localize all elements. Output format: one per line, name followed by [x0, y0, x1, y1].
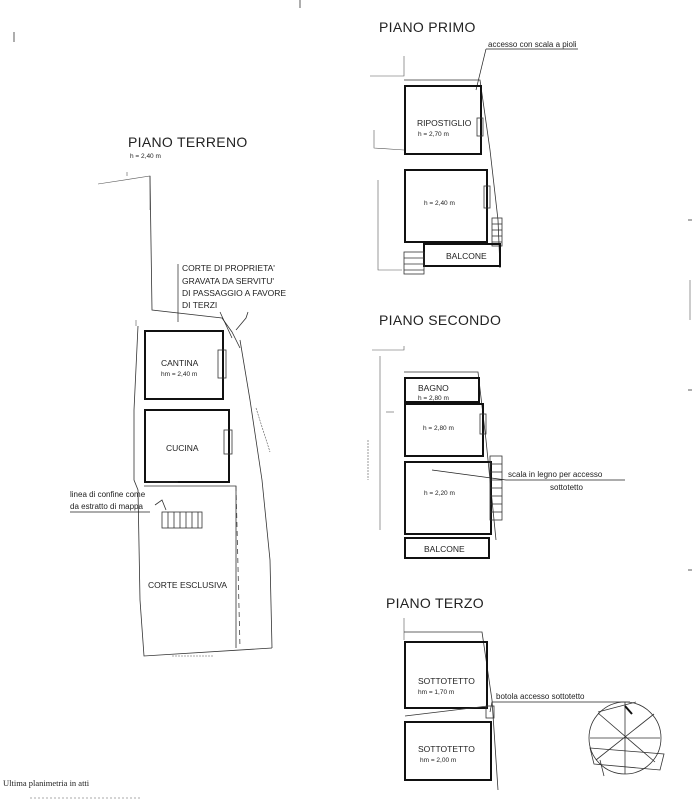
room-label-sottotetto-1: SOTTOTETTO: [418, 676, 475, 686]
room-height-sottotetto-2: hm = 2,00 m: [420, 757, 457, 764]
room-height-ripostiglio: h = 2,70 m: [418, 131, 449, 138]
room-label-corte-esclusiva: CORTE ESCLUSIVA: [148, 580, 228, 590]
floor-title-terzo: PIANO TERZO: [386, 595, 484, 611]
stair-primo: [492, 218, 502, 246]
room-label-balcone-secondo: BALCONE: [424, 544, 465, 554]
room-secondo-3: [405, 462, 491, 534]
room-height-primo-2: h = 2,40 m: [424, 200, 455, 207]
note-scala-pioli: accesso con scala a pioli: [488, 40, 577, 49]
external-stair: [155, 500, 202, 528]
stair-balcone-primo: [404, 252, 424, 274]
compass-rose-icon: [589, 702, 664, 776]
room-label-sottotetto-2: SOTTOTETTO: [418, 744, 475, 754]
floor-title-terreno: PIANO TERRENO: [128, 134, 248, 150]
room-label-cucina: CUCINA: [166, 443, 199, 453]
room-label-cantina: CANTINA: [161, 358, 199, 368]
note-scala-legno: [432, 470, 625, 492]
piano-primo: [370, 19, 578, 274]
svg-text:linea di confine come: linea di confine come: [70, 490, 146, 499]
footer-caption: Ultima planimetria in atti: [3, 778, 90, 788]
room-height-secondo-2: h = 2,80 m: [423, 425, 454, 432]
floor-title-primo: PIANO PRIMO: [379, 19, 476, 35]
svg-text:botola accesso sottotetto: botola accesso sottotetto: [496, 692, 585, 701]
room-label-ripostiglio: RIPOSTIGLIO: [417, 118, 472, 128]
room-label-bagno: BAGNO: [418, 383, 449, 393]
piano-terreno: [70, 134, 286, 656]
svg-text:DI TERZI: DI TERZI: [182, 300, 218, 310]
svg-text:scala in legno per accesso: scala in legno per accesso: [508, 470, 603, 479]
room-sottotetto-1: [405, 642, 487, 708]
scan-marks: [14, 0, 692, 570]
floor-title-secondo: PIANO SECONDO: [379, 312, 502, 328]
svg-text:DI PASSAGGIO A FAVORE: DI PASSAGGIO A FAVORE: [182, 288, 287, 298]
floor-height-terreno: h = 2,40 m: [130, 153, 161, 160]
room-height-bagno: h = 2,80 m: [418, 395, 449, 402]
room-height-secondo-3: h = 2,20 m: [424, 490, 455, 497]
room-height-cantina: hm = 2,40 m: [161, 371, 198, 378]
svg-text:sottotetto: sottotetto: [550, 483, 583, 492]
note-corte-servitu: [178, 263, 286, 338]
svg-text:CORTE DI PROPRIETA': CORTE DI PROPRIETA': [182, 263, 275, 273]
room-label-balcone-primo: BALCONE: [446, 251, 487, 261]
svg-text:GRAVATA DA SERVITU': GRAVATA DA SERVITU': [182, 276, 274, 286]
svg-text:da estratto di mappa: da estratto di mappa: [70, 502, 143, 511]
room-height-sottotetto-1: hm = 1,70 m: [418, 689, 455, 696]
piano-secondo: [368, 312, 625, 558]
